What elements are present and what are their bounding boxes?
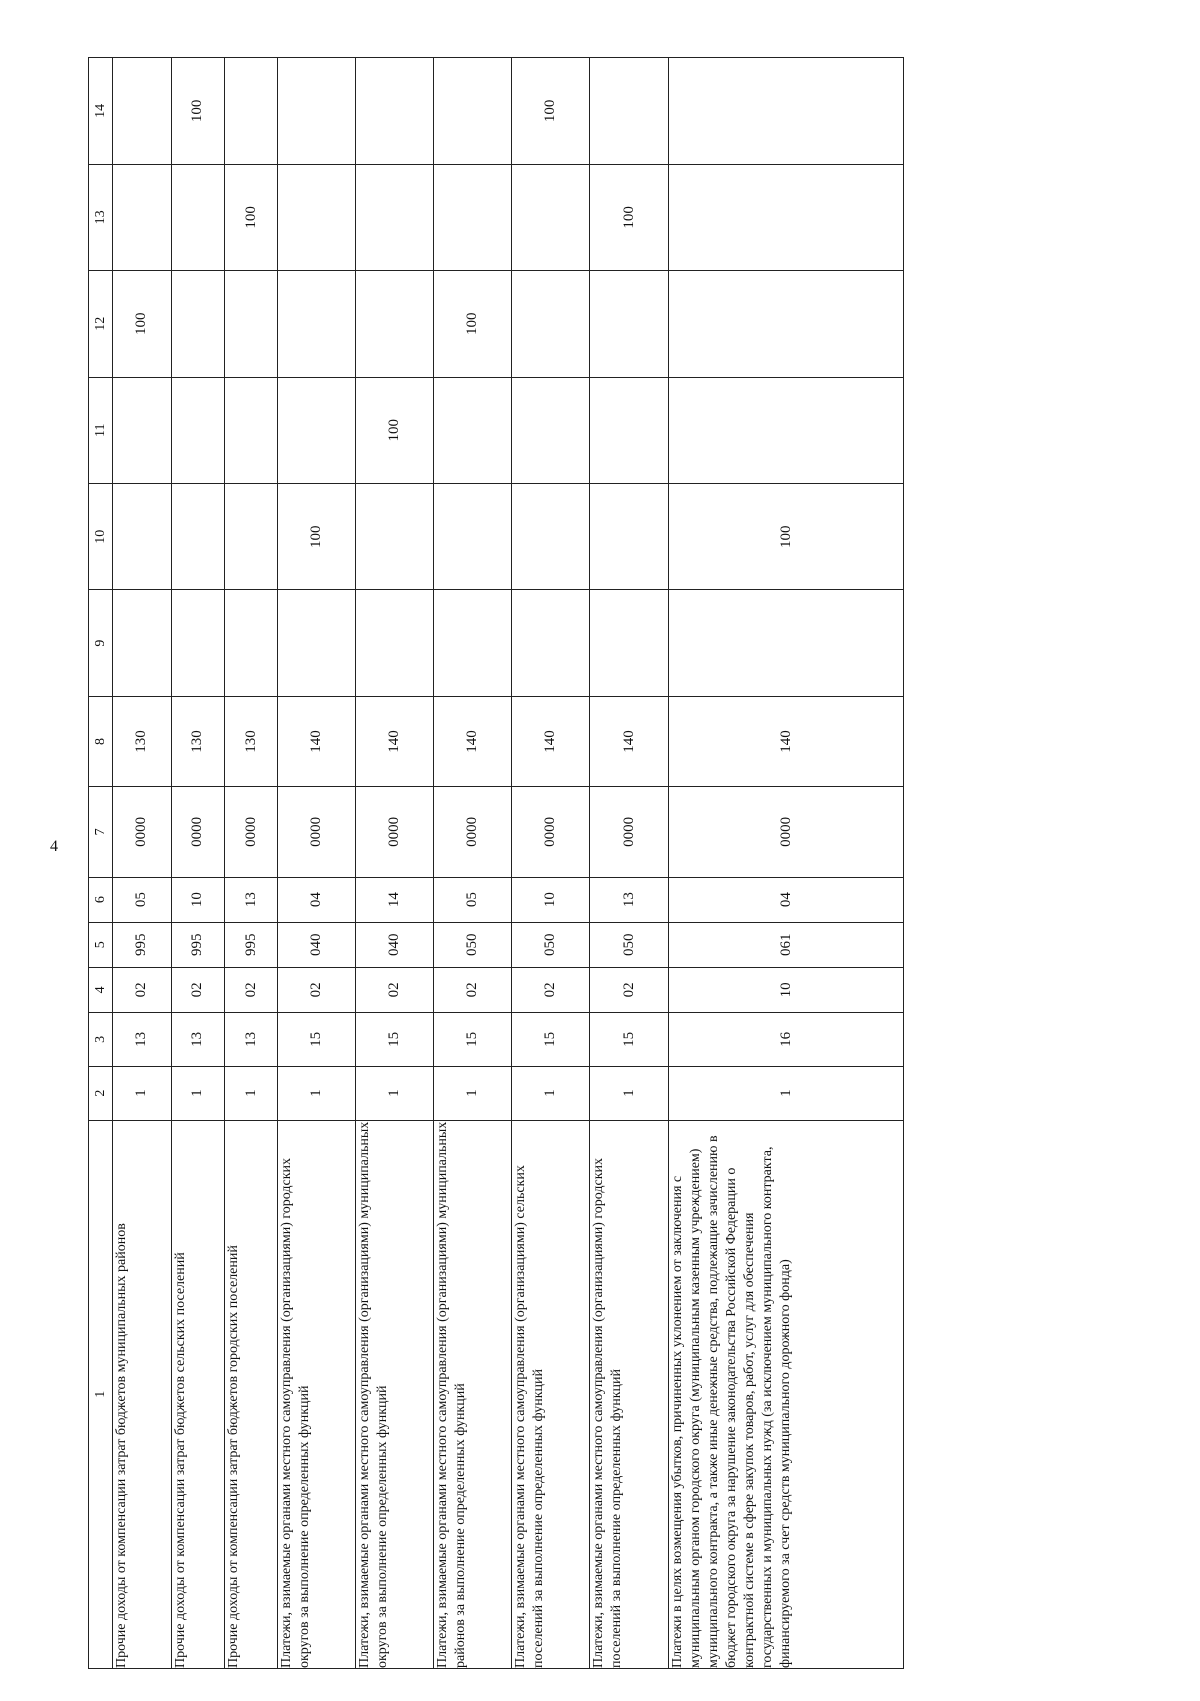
row-description: Прочие доходы от компенсации затрат бюджетов сельских поселений: [171, 1120, 224, 1668]
table-cell: 13: [113, 1013, 172, 1067]
table-cell: [356, 483, 434, 589]
column-header: 14: [89, 58, 113, 165]
column-header: 2: [89, 1066, 113, 1120]
table-cell: 0000: [669, 787, 904, 877]
table-cell: 0000: [590, 787, 669, 877]
table-cell: 13: [171, 1013, 224, 1067]
table-cell: 100: [225, 164, 278, 270]
table-cell: 1: [590, 1066, 669, 1120]
table-cell: [171, 483, 224, 589]
table-cell: 0000: [512, 787, 590, 877]
table-row: [590, 58, 669, 1669]
table-cell: [171, 271, 224, 377]
table-cell: [278, 164, 356, 270]
table-cell: 140: [278, 696, 356, 786]
table-cell: [171, 164, 224, 270]
table-cell: 100: [356, 377, 434, 483]
table-cell: 040: [356, 922, 434, 967]
table-cell: 0000: [434, 787, 512, 877]
table-header-row: [89, 58, 113, 1669]
table-cell: [278, 271, 356, 377]
page-number: 4: [50, 838, 58, 855]
table-cell: 0000: [113, 787, 172, 877]
table-cell: 15: [356, 1013, 434, 1067]
column-header: 4: [89, 967, 113, 1012]
table-cell: 13: [225, 877, 278, 922]
table-cell: 15: [278, 1013, 356, 1067]
table-row: [356, 58, 434, 1669]
table-cell: [669, 377, 904, 483]
table-row: [225, 58, 278, 1669]
table-cell: 100: [171, 58, 224, 165]
table-cell: 140: [356, 696, 434, 786]
table-cell: 02: [171, 967, 224, 1012]
column-header: 7: [89, 787, 113, 877]
table-cell: 995: [225, 922, 278, 967]
table-cell: [669, 58, 904, 165]
table-cell: 02: [278, 967, 356, 1012]
table-row: [171, 58, 224, 1669]
table-cell: 04: [278, 877, 356, 922]
column-header: 12: [89, 271, 113, 377]
table-cell: 1: [356, 1066, 434, 1120]
table-cell: 995: [171, 922, 224, 967]
table-row: [669, 58, 904, 1669]
row-description: Прочие доходы от компенсации затрат бюджетов городских поселений: [225, 1120, 278, 1668]
table-cell: [512, 164, 590, 270]
table-cell: [278, 58, 356, 165]
table-cell: 10: [669, 967, 904, 1012]
table-cell: 15: [512, 1013, 590, 1067]
table-row: [434, 58, 512, 1669]
table-cell: [590, 58, 669, 165]
table-cell: 100: [113, 271, 172, 377]
table-cell: 061: [669, 922, 904, 967]
table-cell: [512, 483, 590, 589]
table-cell: 0000: [356, 787, 434, 877]
table-cell: 130: [113, 696, 172, 786]
table-cell: [590, 377, 669, 483]
table-cell: [356, 164, 434, 270]
table-cell: [225, 590, 278, 696]
table-row: [512, 58, 590, 1669]
table-cell: [225, 58, 278, 165]
table-cell: [113, 377, 172, 483]
table-cell: [669, 164, 904, 270]
table-cell: 1: [225, 1066, 278, 1120]
table-cell: 0000: [278, 787, 356, 877]
table-cell: [171, 377, 224, 483]
table-cell: 100: [434, 271, 512, 377]
table-cell: 02: [356, 967, 434, 1012]
table-cell: 02: [434, 967, 512, 1012]
table-cell: [356, 271, 434, 377]
table-cell: 10: [512, 877, 590, 922]
row-description: Прочие доходы от компенсации затрат бюджетов муниципальных районов: [113, 1120, 172, 1668]
budget-classification-table: [88, 57, 904, 1669]
row-description: Платежи, взимаемые органами местного самоуправления (организациями) городских округов за выполнение определенных функций: [278, 1120, 356, 1668]
table-cell: 13: [225, 1013, 278, 1067]
column-header: 5: [89, 922, 113, 967]
table-cell: [113, 58, 172, 165]
table-cell: [512, 377, 590, 483]
table-cell: 995: [113, 922, 172, 967]
table-cell: 140: [434, 696, 512, 786]
table-cell: [590, 271, 669, 377]
table-cell: 100: [669, 483, 904, 589]
table-cell: 100: [512, 58, 590, 165]
table-cell: [225, 483, 278, 589]
table-cell: 140: [669, 696, 904, 786]
row-description: Платежи, взимаемые органами местного самоуправления (организациями) муниципальных районов за выполнение определенных функций: [434, 1120, 512, 1668]
row-description: Платежи, взимаемые органами местного самоуправления (организациями) муниципальных округов за выполнение определенных функций: [356, 1120, 434, 1668]
table-cell: 1: [669, 1066, 904, 1120]
table-cell: [434, 377, 512, 483]
table-cell: 1: [434, 1066, 512, 1120]
table-cell: [225, 271, 278, 377]
table-cell: 130: [225, 696, 278, 786]
table-cell: [113, 590, 172, 696]
table-cell: 1: [278, 1066, 356, 1120]
table-cell: [669, 590, 904, 696]
table-cell: 02: [512, 967, 590, 1012]
table-cell: 1: [113, 1066, 172, 1120]
table-cell: [434, 483, 512, 589]
table-cell: [278, 590, 356, 696]
table-cell: 0000: [171, 787, 224, 877]
table-row: [278, 58, 356, 1669]
column-header: 1: [89, 1120, 113, 1668]
table-cell: 050: [434, 922, 512, 967]
table-cell: 050: [590, 922, 669, 967]
table-cell: 16: [669, 1013, 904, 1067]
table-cell: 040: [278, 922, 356, 967]
table-cell: 100: [278, 483, 356, 589]
table-cell: 100: [590, 164, 669, 270]
rotated-table-container: [88, 57, 904, 1669]
row-description: Платежи, взимаемые органами местного самоуправления (организациями) городских поселений за выполнение определенных функций: [590, 1120, 669, 1668]
table-cell: 10: [171, 877, 224, 922]
table-cell: [512, 590, 590, 696]
table-cell: 14: [356, 877, 434, 922]
table-cell: 05: [434, 877, 512, 922]
table-cell: 0000: [225, 787, 278, 877]
table-cell: [113, 164, 172, 270]
table-cell: 050: [512, 922, 590, 967]
table-cell: [590, 590, 669, 696]
table-cell: 05: [113, 877, 172, 922]
table-cell: 02: [113, 967, 172, 1012]
table-cell: [356, 58, 434, 165]
column-header: 13: [89, 164, 113, 270]
table-cell: 13: [590, 877, 669, 922]
table-cell: [225, 377, 278, 483]
table-cell: 140: [590, 696, 669, 786]
row-description: Платежи, взимаемые органами местного самоуправления (организациями) сельских поселений за выполнение определенных функций: [512, 1120, 590, 1668]
column-header: 3: [89, 1013, 113, 1067]
table-cell: 04: [669, 877, 904, 922]
column-header: 8: [89, 696, 113, 786]
table-row: [113, 58, 172, 1669]
table-cell: [590, 483, 669, 589]
table-cell: [434, 590, 512, 696]
table-cell: [113, 483, 172, 589]
table-cell: 130: [171, 696, 224, 786]
table-body: [113, 58, 904, 1669]
table-cell: [356, 590, 434, 696]
table-cell: 15: [434, 1013, 512, 1067]
table-cell: [669, 271, 904, 377]
column-header: 11: [89, 377, 113, 483]
table-cell: 15: [590, 1013, 669, 1067]
table-cell: 02: [225, 967, 278, 1012]
table-cell: [434, 58, 512, 165]
table-cell: 02: [590, 967, 669, 1012]
table-cell: 140: [512, 696, 590, 786]
column-header: 6: [89, 877, 113, 922]
table-cell: [512, 271, 590, 377]
table-cell: [278, 377, 356, 483]
column-header: 10: [89, 483, 113, 589]
table-cell: [434, 164, 512, 270]
table-cell: [171, 590, 224, 696]
row-description: Платежи в целях возмещения убытков, причиненных уклонением от заключения с муниципальным органом городского округа (муниципальным казенным учреждением) муниципального контракта, а также иные денежные средства, подлежащие зачислению в бюджет городского округа за нарушение законодательства Российской Федерации о контрактной системе в сфере закупок товаров, работ, услуг для обеспечения государственных и муниципальных нужд (за исключением муниципального контракта, финансируемого за счет средств муниципального дорожного фонда): [669, 1120, 904, 1668]
table-cell: 1: [512, 1066, 590, 1120]
table-cell: 1: [171, 1066, 224, 1120]
column-header: 9: [89, 590, 113, 696]
